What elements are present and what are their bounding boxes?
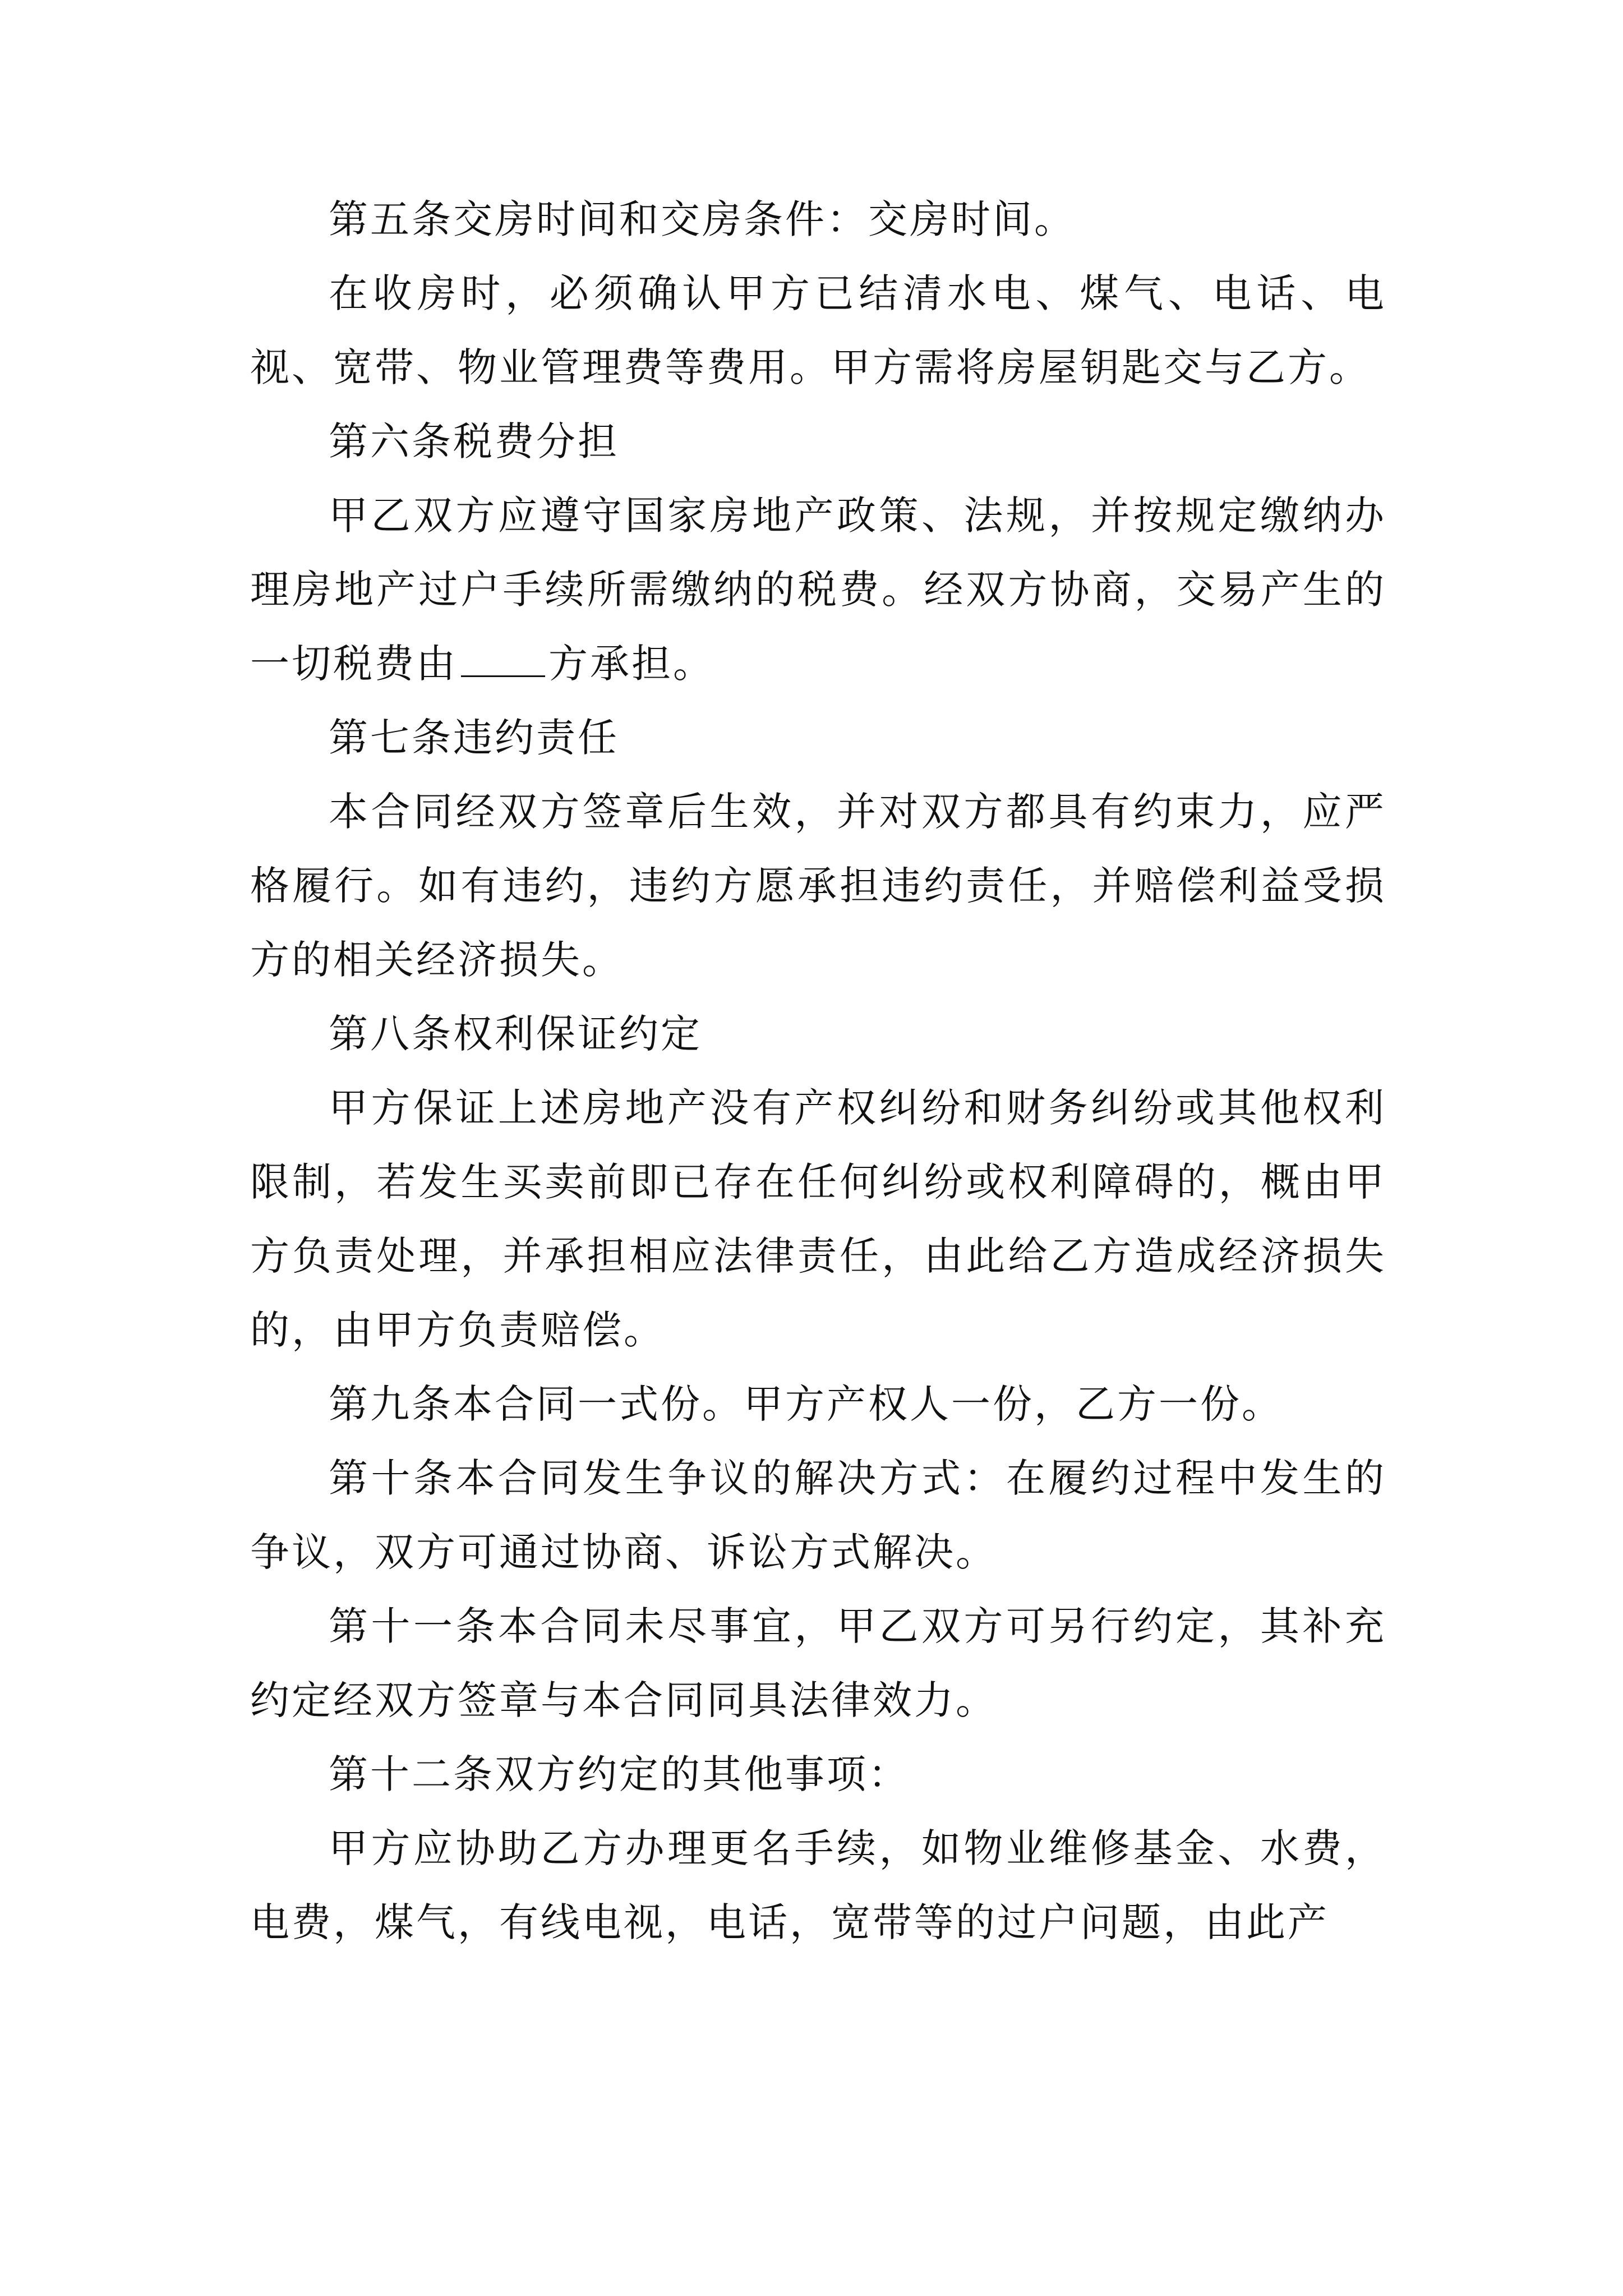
clause-7-text: 本合同经双方签章后生效，并对双方都具有约束力，应严格履行。如有违约，违约方愿承担违约责任，并赔偿利益受损方的相关经济损失。: [250, 789, 1386, 983]
contract-body: [250, 182, 1386, 1959]
clause-6-heading: 第六条税费分担: [329, 418, 619, 464]
clause-11: 第十一条本合同未尽事宜，甲乙双方可另行约定，其补充约定经双方签章与本合同同具法律效力。: [250, 1603, 1386, 1723]
clause-5-heading: 第五条交房时间和交房条件：交房时间。: [329, 196, 1076, 242]
clause-5-text: 在收房时，必须确认甲方已结清水电、煤气、电话、电视、宽带、物业管理费等费用。甲方需将房屋钥匙交与乙方。: [250, 270, 1386, 390]
clause-12-text: 甲方应协助乙方办理更名手续，如物业维修基金、水费，电费，煤气，有线电视，电话，宽带等的过户问题，由此产: [250, 1825, 1386, 1945]
clause-10: 第十条本合同发生争议的解决方式：在履约过程中发生的争议，双方可通过协商、诉讼方式解决。: [250, 1455, 1386, 1575]
clause-8-heading: 第八条权利保证约定: [329, 1011, 702, 1057]
clause-12-heading: 第十二条双方约定的其他事项：: [329, 1751, 910, 1797]
clause-6-text-after-blank: 方承担。: [548, 641, 714, 687]
fill-in-blank: [461, 640, 545, 677]
clause-6-text-before-blank: 甲乙双方应遵守国家房地产政策、法规，并按规定缴纳办理房地产过户手续所需缴纳的税费。经双方协商，交易产生的一切税费由: [250, 493, 1386, 687]
clause-7-heading: 第七条违约责任: [329, 715, 619, 761]
clause-6-text: [250, 478, 1386, 701]
clause-9: 第九条本合同一式份。甲方产权人一份，乙方一份。: [329, 1381, 1283, 1427]
clause-8-text: 甲方保证上述房地产没有产权纠纷和财务纠纷或其他权利限制，若发生买卖前即已存在任何纠纷或权利障碍的，概由甲方负责处理，并承担相应法律责任，由此给乙方造成经济损失的，由甲方负责赔偿。: [250, 1085, 1386, 1353]
